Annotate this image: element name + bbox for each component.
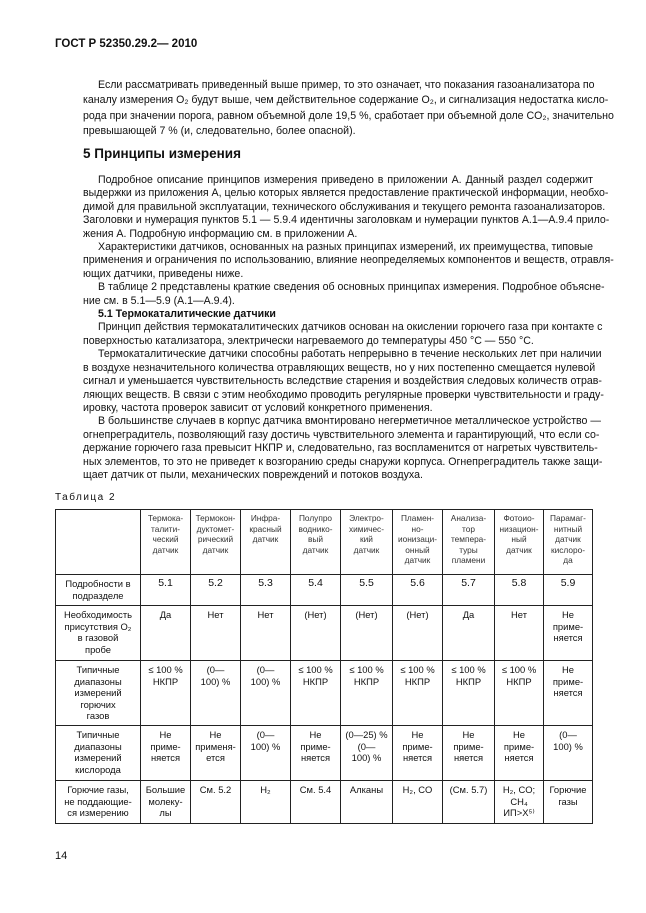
table-cell: Да bbox=[443, 606, 495, 661]
table-cell: Да bbox=[141, 606, 191, 661]
text-line: выдержки из приложения А, целью которых является предоставление практической информации, необхо- bbox=[83, 187, 609, 200]
sensor-comparison-table bbox=[55, 509, 593, 824]
text-line: огнепреградитель, позволяющий газу достичь чувствительного элемента и гарантирующий, что если со- bbox=[83, 428, 600, 441]
table-cell: Алканы bbox=[341, 781, 393, 824]
column-header: Электро- химичес- кий датчик bbox=[341, 510, 393, 575]
paragraph-example bbox=[83, 78, 614, 139]
text-line: Характеристики датчиков, основанных на разных принципах измерений, их преимущества, типовые bbox=[98, 241, 593, 254]
table-header-row bbox=[56, 510, 593, 575]
table-cell: 5.6 bbox=[393, 575, 443, 606]
table-cell: 5.9 bbox=[544, 575, 593, 606]
text-line: Термокаталитические датчики способны работать непрерывно в течение нескольких лет при наличии bbox=[98, 348, 602, 361]
paragraph-flame-arrester bbox=[83, 415, 603, 482]
table-cell: 5.2 bbox=[191, 575, 241, 606]
table-cell: H₂, CO; CH₄ ИП>X⁵⁾ bbox=[495, 781, 544, 824]
row-header-cell: Типичные диапазоны измерений кислорода bbox=[56, 726, 141, 781]
table-cell: 5.7 bbox=[443, 575, 495, 606]
table-cell: Не приме- няется bbox=[544, 606, 593, 661]
text-line: Принцип действия термокаталитических датчиков основан на окислении горючего газа при контакте с bbox=[98, 321, 603, 334]
text-line: в воздухе незначительного количества отравляющих веществ, но у них постепенно смещается нулевой bbox=[83, 361, 596, 374]
page-number: 14 bbox=[55, 850, 68, 862]
paragraph-characteristics bbox=[83, 241, 614, 281]
text-line: держание горючего газа превысит НКПР и, следовательно, газ воспламенится от нагретых чувствитель- bbox=[83, 442, 598, 455]
document-header: ГОСТ Р 52350.29.2— 2010 bbox=[55, 38, 198, 50]
text-line: превышающей 7 % (и, следовательно, более опасной). bbox=[83, 124, 356, 137]
row-header-cell: Необходимость присутствия O₂ в газовой пробе bbox=[56, 606, 141, 661]
table-cell: 5.1 bbox=[141, 575, 191, 606]
text-line: щает датчик от пыли, механических повреждений и потоков воздуха. bbox=[83, 468, 423, 481]
text-line: димой для правильной эксплуатации, технического обслуживания и текущего ремонта газоанализаторов. bbox=[83, 200, 606, 213]
text-line: ляющих веществ. В связи с этим необходимо проводить регулярные проверки чувствительности и граду- bbox=[83, 388, 604, 401]
table-cell: (0— 100) % bbox=[191, 661, 241, 726]
text-line: применения и ограничения по использованию, влияние неопределяемых компонентов и веществ, отравля- bbox=[83, 254, 614, 267]
text-line: ировку, частота проверок зависит от условий конкретного применения. bbox=[83, 401, 433, 414]
table-cell: ≤ 100 % НКПР bbox=[393, 661, 443, 726]
text-line: каналу измерения O₂ будут выше, чем действительное содержание O₂, и сигнализация недостатка кисло- bbox=[83, 94, 609, 107]
row-header-cell: Горючие газы, не поддающие- ся измерению bbox=[56, 781, 141, 824]
table-cell: 5.8 bbox=[495, 575, 544, 606]
text-line: В большинстве случаев в корпус датчика вмонтировано негерметичное металлическое устройство — bbox=[98, 415, 601, 428]
column-header: Парамаг- нитный датчик кислоро- да bbox=[544, 510, 593, 575]
table-cell: Не приме- няется bbox=[544, 661, 593, 726]
paragraph-intro bbox=[83, 174, 610, 241]
table-cell: 5.4 bbox=[291, 575, 341, 606]
table-label: Таблица 2 bbox=[55, 492, 117, 503]
table-cell: Не применя- ется bbox=[191, 726, 241, 781]
row-header-cell: Типичные диапазоны измерений горючих газов bbox=[56, 661, 141, 726]
table-cell: (0—25) % (0— 100) % bbox=[341, 726, 393, 781]
subsection-title: 5.1 Термокаталитические датчики bbox=[98, 308, 276, 321]
table-cell: 5.3 bbox=[241, 575, 291, 606]
paragraph-table-ref bbox=[83, 281, 605, 308]
column-header: Термокон- дуктомет- рический датчик bbox=[191, 510, 241, 575]
table-cell: ≤ 100 % НКПР bbox=[495, 661, 544, 726]
table-cell: См. 5.2 bbox=[191, 781, 241, 824]
text-line: ющих датчики, приведены ниже. bbox=[83, 267, 244, 280]
table-cell: Не приме- няется bbox=[495, 726, 544, 781]
text-line: Заголовки и нумерация пунктов 5.1 — 5.9.4 идентичны заголовкам и нумерации пунктов А.1—А.9.4 прило- bbox=[83, 214, 610, 227]
column-header: Термока- талити- ческий датчик bbox=[141, 510, 191, 575]
text-line: рода при значении порога, равном объемной доле 19,5 %, сработает при объемной доле CO₂, значительно bbox=[83, 109, 614, 122]
table-cell: H₂, CO bbox=[393, 781, 443, 824]
table-cell: Не приме- няется bbox=[141, 726, 191, 781]
paragraph-principle bbox=[83, 321, 603, 348]
text-line: поверхностью катализатора, электрически нагреваемого до температуры 450 °C — 550 °C. bbox=[83, 334, 534, 347]
table-cell: (0— 100) % bbox=[241, 661, 291, 726]
table-cell: ≤ 100 % НКПР bbox=[341, 661, 393, 726]
table-row bbox=[56, 606, 593, 661]
table-cell: ≤ 100 % НКПР bbox=[443, 661, 495, 726]
table-cell: (Нет) bbox=[291, 606, 341, 661]
table-cell: 5.5 bbox=[341, 575, 393, 606]
table-row bbox=[56, 781, 593, 824]
column-header: Инфра- красный датчик bbox=[241, 510, 291, 575]
section-body bbox=[83, 174, 614, 482]
table-cell: Нет bbox=[241, 606, 291, 661]
column-header: Фотоио- низацион- ный датчик bbox=[495, 510, 544, 575]
text-line: жения А. Подробную информацию см. в приложении А. bbox=[83, 227, 358, 240]
table-cell: Не приме- няется bbox=[393, 726, 443, 781]
table-cell: Большие молеку- лы bbox=[141, 781, 191, 824]
text-line: ние см. в 5.1—5.9 (А.1—А.9.4). bbox=[83, 294, 235, 307]
text-line: Если рассматривать приведенный выше пример, то это означает, что показания газоанализатора по bbox=[98, 79, 595, 91]
table-cell: (Нет) bbox=[393, 606, 443, 661]
text-line: сигнал и уменьшается чувствительность вследствие старения и воздействия следовых количеств отрав- bbox=[83, 375, 602, 388]
column-header bbox=[56, 510, 141, 575]
paragraph-operation bbox=[83, 348, 604, 415]
text-line: В таблице 2 представлены краткие сведения об основных принципах измерения. Подробное объясне- bbox=[98, 281, 605, 294]
table-cell: Нет bbox=[191, 606, 241, 661]
section-title: 5 Принципы измерения bbox=[83, 146, 241, 161]
table-row bbox=[56, 661, 593, 726]
table-cell: См. 5.4 bbox=[291, 781, 341, 824]
column-header: Пламен- но- ионизаци- онный датчик bbox=[393, 510, 443, 575]
text-line: ных элементов, то это не приведет к возгоранию среды снаружи корпуса. Огнепреградитель также защи- bbox=[83, 455, 603, 468]
column-header: Анализа- тор темпера- туры пламени bbox=[443, 510, 495, 575]
column-header: Полупро воднико- вый датчик bbox=[291, 510, 341, 575]
table-row bbox=[56, 575, 593, 606]
table-cell: Не приме- няется bbox=[443, 726, 495, 781]
table-cell: Горючие газы bbox=[544, 781, 593, 824]
table-cell: ≤ 100 % НКПР bbox=[141, 661, 191, 726]
table-cell: ≤ 100 % НКПР bbox=[291, 661, 341, 726]
table-row bbox=[56, 726, 593, 781]
table-cell: (0— 100) % bbox=[544, 726, 593, 781]
table-cell: Нет bbox=[495, 606, 544, 661]
table-cell: (Нет) bbox=[341, 606, 393, 661]
row-header-cell: Подробности в подразделе bbox=[56, 575, 141, 606]
text-line: Подробное описание принципов измерения приведено в приложении А. Данный раздел содержит bbox=[98, 174, 593, 186]
table-cell: Не приме- няется bbox=[291, 726, 341, 781]
table-cell: (0— 100) % bbox=[241, 726, 291, 781]
table-cell: (См. 5.7) bbox=[443, 781, 495, 824]
table-cell: H₂ bbox=[241, 781, 291, 824]
